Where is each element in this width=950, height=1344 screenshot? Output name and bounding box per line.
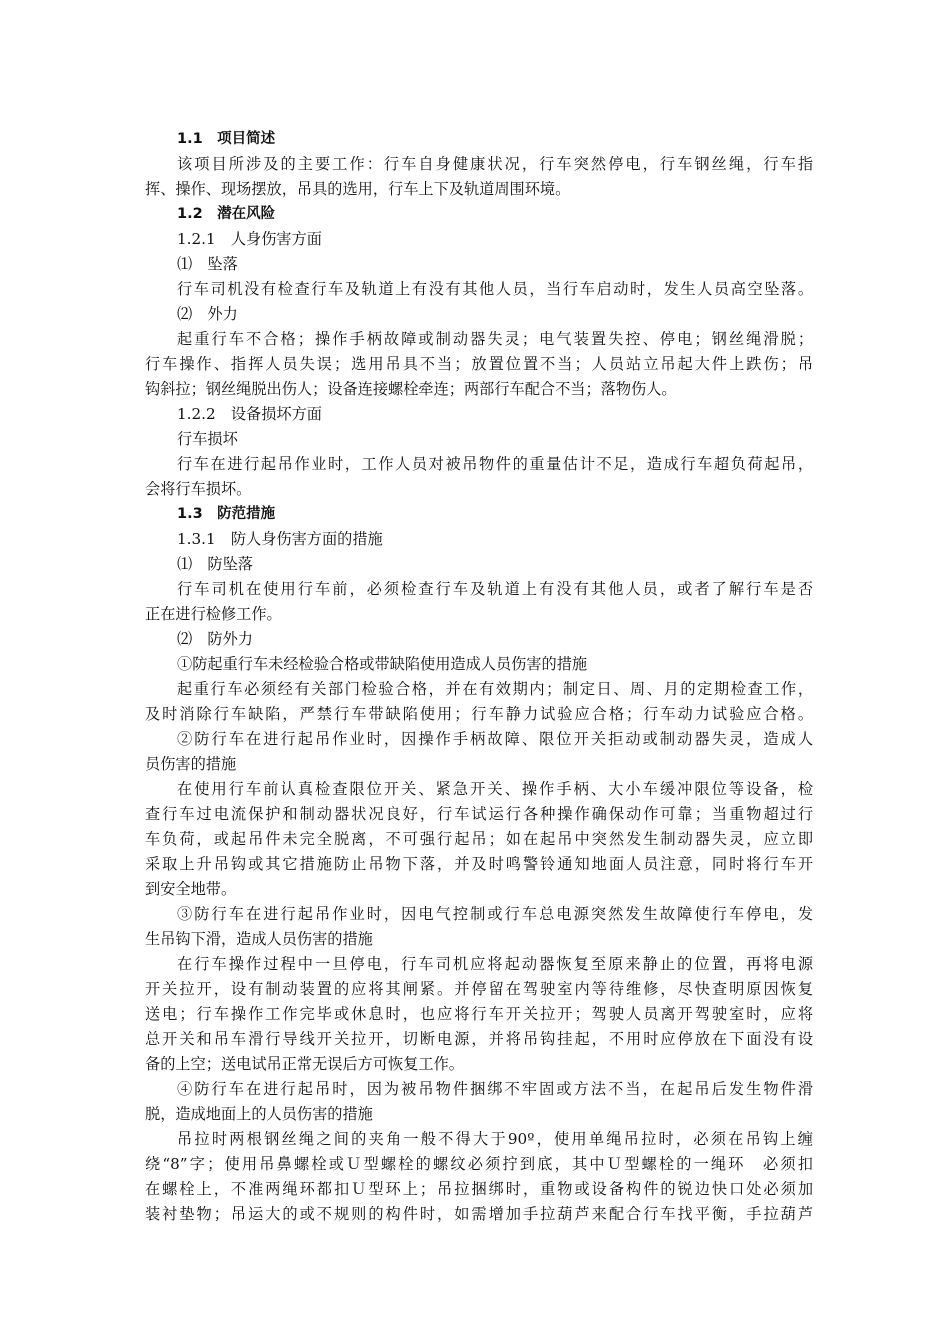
paragraph-line: 挥、操作、现场摆放，吊具的选用，行车上下及轨道周围环境。 xyxy=(145,180,571,198)
paragraph-line: 员伤害的措施 xyxy=(145,755,237,773)
paragraph-line: 起重行车不合格；操作手柄故障或制动器失灵；电气装置失控、停电；钢丝绳滑脱； xyxy=(177,330,813,348)
paragraph-line: 脱，造成地面上的人员伤害的措施 xyxy=(145,1105,373,1123)
subsection-heading: ⑴ 坠落 xyxy=(177,255,238,273)
paragraph-line: 在使用行车前认真检查限位开关、紧急开关、操作手柄、大小车缓冲限位等设备，检 xyxy=(177,780,813,798)
paragraph-line: 采取上升吊钩或其它措施防止吊物下落，并及时鸣警铃通知地面人员注意，同时将行车开 xyxy=(145,855,813,873)
paragraph-line: 开关拉开，设有制动装置的应将其闸紧。并停留在驾驶室内等待维修，尽快查明原因恢复 xyxy=(145,980,813,998)
paragraph-line: 备的上空；送电试吊正常无误后方可恢复工作。 xyxy=(145,1055,464,1073)
paragraph-line: 及时消除行车缺陷，严禁行车带缺陷使用；行车静力试验应合格；行车动力试验应合格。 xyxy=(145,705,813,723)
paragraph-line: 行车司机没有检查行车及轨道上有没有其他人员，当行车启动时，发生人员高空坠落。 xyxy=(177,280,813,298)
paragraph-line: 生吊钩下滑，造成人员伤害的措施 xyxy=(145,930,373,948)
section-heading: 1.1 项目简述 xyxy=(177,131,276,147)
subsection-heading: ⑴ 防坠落 xyxy=(177,555,253,573)
paragraph-line: 在行车操作过程中一旦停电，行车司机应将起动器恢复至原来静止的位置，再将电源 xyxy=(177,955,813,973)
paragraph-line: 会将行车损坏。 xyxy=(145,480,252,498)
document-body xyxy=(145,127,813,1227)
subsection-heading: ⑵ 外力 xyxy=(177,305,238,323)
paragraph-line: 查行车过电流保护和制动器状况良好，行车试运行各种操作确保动作可靠；当重物超过行 xyxy=(145,805,813,823)
paragraph-line: 绕“8”字；使用吊鼻螺栓或Ｕ型螺栓的螺纹必须拧到底，其中Ｕ型螺栓的一绳环 必须扣 xyxy=(145,1155,813,1173)
paragraph-line: 正在进行检修工作。 xyxy=(145,605,282,623)
paragraph-line: ③防行车在进行起吊作业时，因电气控制或行车总电源突然发生故障使行车停电，发 xyxy=(177,905,813,923)
paragraph-line: ④防行车在进行起吊时，因为被吊物件捆绑不牢固或方法不当，在起吊后发生物件滑 xyxy=(177,1080,813,1098)
paragraph-line: 行车司机在使用行车前，必须检查行车及轨道上有没有其他人员，或者了解行车是否 xyxy=(177,580,813,598)
subsection-heading: 1.2.2 设备损坏方面 xyxy=(177,405,322,423)
paragraph-line: 装衬垫物；吊运大的或不规则的构件时，如需增加手拉葫芦来配合行车找平衡，手拉葫芦 xyxy=(145,1205,813,1223)
subsection-heading: 1.3.1 防人身伤害方面的措施 xyxy=(177,530,383,548)
paragraph-line: 行车在进行起吊作业时，工作人员对被吊物件的重量估计不足，造成行车超负荷起吊， xyxy=(177,455,813,473)
paragraph-line: 吊拉时两根钢丝绳之间的夹角一般不得大于90º，使用单绳吊拉时，必须在吊钩上缠 xyxy=(177,1130,813,1148)
subsection-heading: ⑵ 防外力 xyxy=(177,630,253,648)
paragraph-line: ②防行车在进行起吊作业时，因操作手柄故障、限位开关拒动或制动器失灵，造成人 xyxy=(177,730,813,748)
paragraph-line: 行车操作、指挥人员失误；选用吊具不当；放置位置不当；人员站立吊起大件上跌伤；吊 xyxy=(145,355,813,373)
paragraph-line: 在螺栓上，不准两绳环都扣Ｕ型环上；吊拉捆绑时，重物或设备构件的锐边快口处必须加 xyxy=(145,1180,813,1198)
paragraph-line: 车负荷，或起吊件未完全脱离，不可强行起吊；如在起吊中突然发生制动器失灵，应立即 xyxy=(145,830,813,848)
section-heading: 1.3 防范措施 xyxy=(177,506,276,522)
paragraph-line: 总开关和吊车滑行导线开关拉开，切断电源，并将吊钩挂起，不用时应停放在下面没有设 xyxy=(145,1030,813,1048)
paragraph-line: 到安全地带。 xyxy=(145,880,237,898)
paragraph-line: 行车损坏 xyxy=(177,430,238,448)
paragraph-line: 起重行车必须经有关部门检验合格，并在有效期内；制定日、周、月的定期检查工作， xyxy=(177,680,813,698)
paragraph-line: 该项目所涉及的主要工作：行车自身健康状况，行车突然停电，行车钢丝绳，行车指 xyxy=(177,155,813,173)
paragraph-line: 钩斜拉；钢丝绳脱出伤人；设备连接螺栓牵连；两部行车配合不当；落物伤人。 xyxy=(145,380,677,398)
paragraph-line: 送电；行车操作工作完毕或休息时，也应将行车开关拉开；驾驶人员离开驾驶室时，应将 xyxy=(145,1005,813,1023)
subsection-heading: 1.2.1 人身伤害方面 xyxy=(177,230,322,248)
section-heading: 1.2 潜在风险 xyxy=(177,206,276,222)
paragraph-line: ①防起重行车未经检验合格或带缺陷使用造成人员伤害的措施 xyxy=(177,655,588,673)
